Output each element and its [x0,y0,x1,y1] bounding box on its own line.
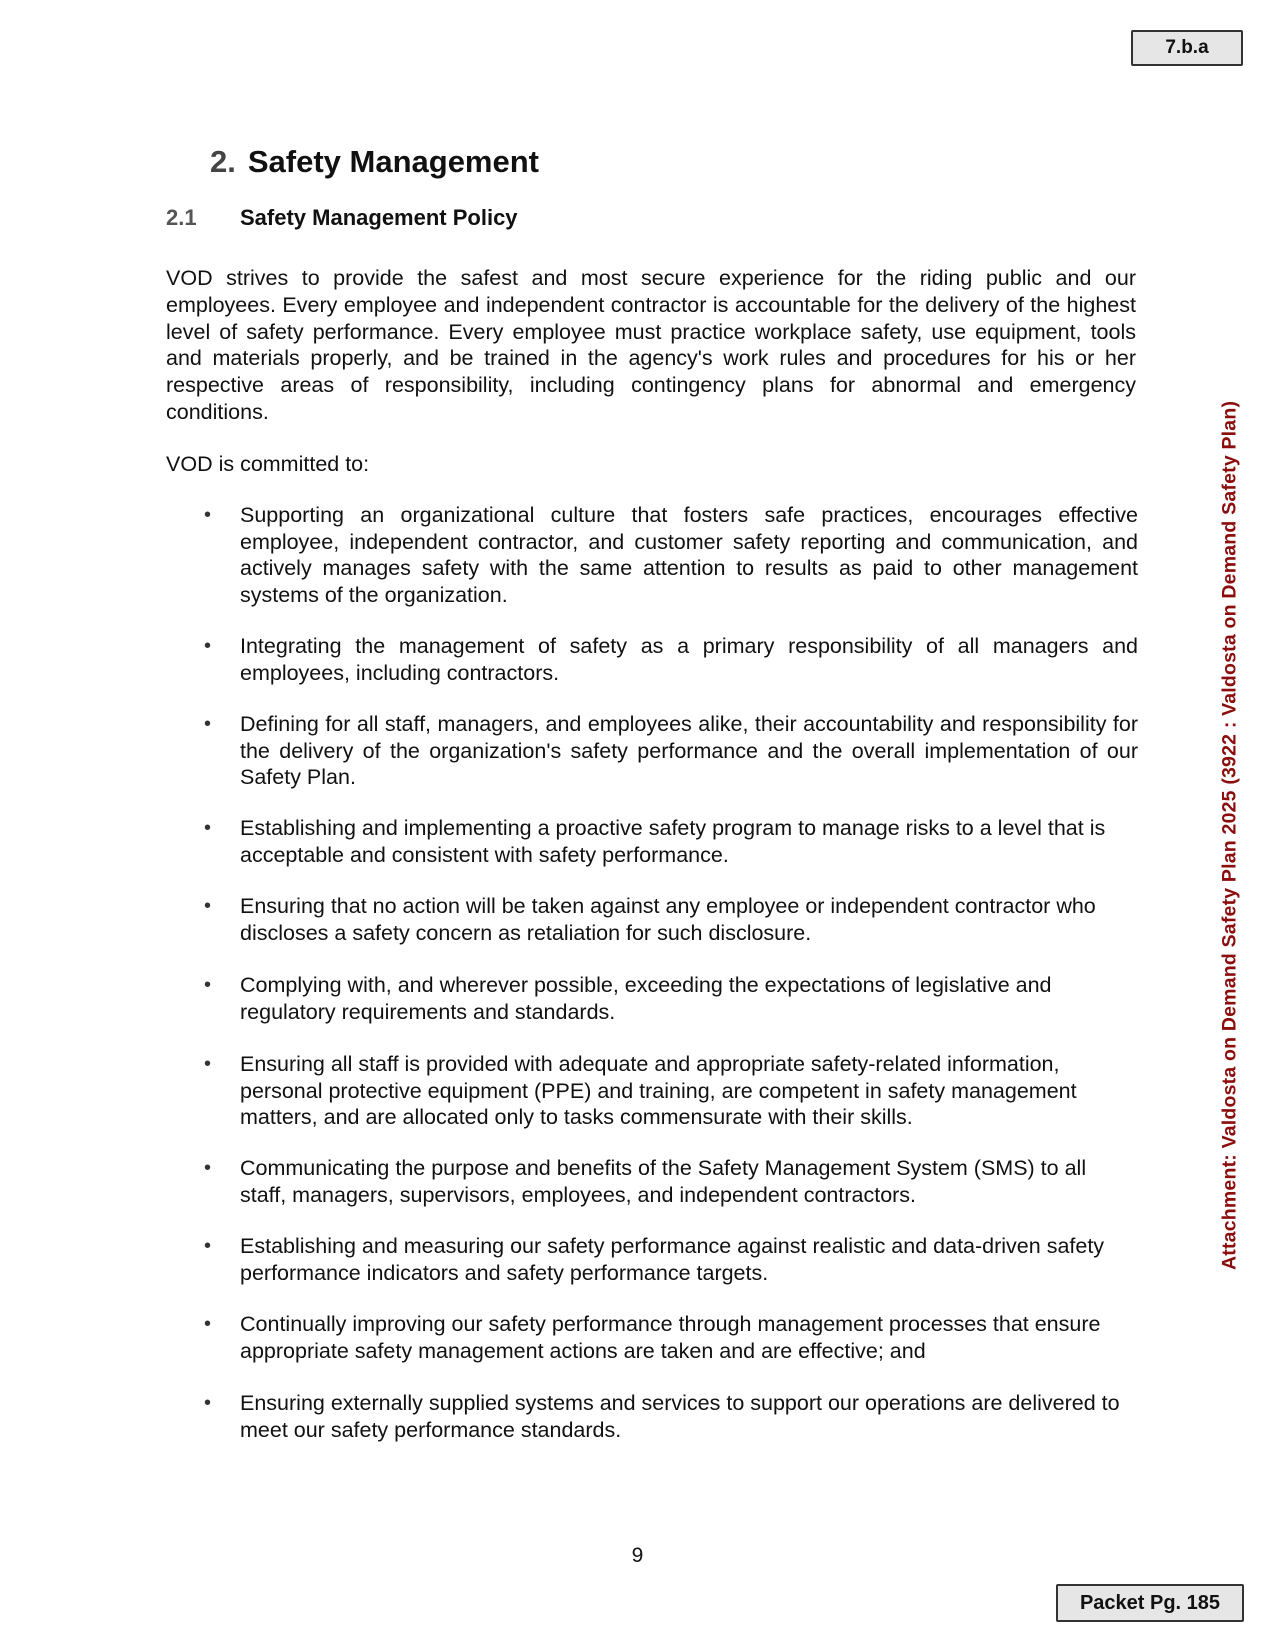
section-number: 2. [210,144,236,179]
section-title-text: Safety Management [247,144,539,179]
list-item-text: Continually improving our safety performance through management processes that ensure appropriate safety management actions are taken and are effective; and [240,1312,1101,1363]
list-item-text: Communicating the purpose and benefits of the Safety Management System (SMS) to all staff, managers, supervisors, employees, and independent contractors. [240,1156,1087,1207]
committed-intro: VOD is committed to: [166,452,370,476]
bullet-icon: • [204,1235,212,1257]
list-item-text: Complying with, and wherever possible, exceeding the expectations of legislative and regulatory requirements and standards. [240,973,1052,1024]
list-item [204,711,1138,791]
list-item-text: Ensuring that no action will be taken against any employee or independent contractor who discloses a safety concern as retaliation for such disclosure. [240,894,1096,945]
list-item [204,1390,1138,1443]
intro-paragraph: VOD strives to provide the safest and most secure experience for the riding public and our employees. Every employee and independent contractor is accountable for the delivery of the highest level of safety performance. Every employee must practice workplace safety, use equipment, tools and materials properly, and be trained in the agency's work rules and procedures for his or her respective areas of responsibility, including contingency plans for abnormal and emergency conditions. [166,266,1136,424]
document-tag: 7.b.a [1131,30,1243,66]
bullet-icon: • [204,1053,212,1075]
list-item [204,1311,1138,1364]
list-item [204,1051,1138,1131]
bullet-icon: • [204,817,212,839]
bullet-icon: • [204,504,212,526]
list-item [204,1155,1138,1208]
list-item [204,502,1138,608]
list-item [204,1233,1138,1286]
bullet-icon: • [204,1392,212,1414]
page-number: 9 [631,1544,644,1567]
subsection-heading [166,205,518,231]
bullet-icon: • [204,635,212,657]
list-item [204,815,1138,868]
bullet-icon: • [204,713,212,735]
list-item [204,972,1138,1025]
attachment-side-label: Attachment: Valdosta on Demand Safety Plan 2025 (3922 : Valdosta on Demand Safety Plan) [1218,400,1241,1270]
subsection-title-text: Safety Management Policy [240,205,518,230]
list-item-text: Defining for all staff, managers, and employees alike, their accountability and responsibility for the delivery of the organization's safety performance and the overall implementation of our Safety Plan. [240,712,1138,789]
list-item [204,893,1138,946]
bullet-icon: • [204,895,212,917]
bullet-icon: • [204,1157,212,1179]
bullet-icon: • [204,1313,212,1335]
section-heading [210,144,539,180]
bullet-icon: • [204,974,212,996]
subsection-number: 2.1 [166,205,197,230]
list-item [204,633,1138,686]
list-item-text: Integrating the management of safety as a primary responsibility of all managers and employees, including contractors. [240,634,1138,685]
list-item-text: Ensuring all staff is provided with adequate and appropriate safety-related information, personal protective equipment (PPE) and training, are competent in safety management matters, and are allocated only to tasks commensurate with their skills. [240,1052,1077,1129]
list-item-text: Supporting an organizational culture that fosters safe practices, encourages effective employee, independent contractor, and customer safety reporting and communication, and actively manages safety with the same attention to results as paid to other management systems of the organization. [240,503,1138,607]
list-item-text: Ensuring externally supplied systems and services to support our operations are delivered to meet our safety performance standards. [240,1391,1120,1442]
packet-page-label: Packet Pg. 185 [1056,1584,1244,1622]
list-item-text: Establishing and implementing a proactive safety program to manage risks to a level that is acceptable and consistent with safety performance. [240,816,1106,867]
list-item-text: Establishing and measuring our safety performance against realistic and data-driven safety performance indicators and safety performance targets. [240,1234,1105,1285]
